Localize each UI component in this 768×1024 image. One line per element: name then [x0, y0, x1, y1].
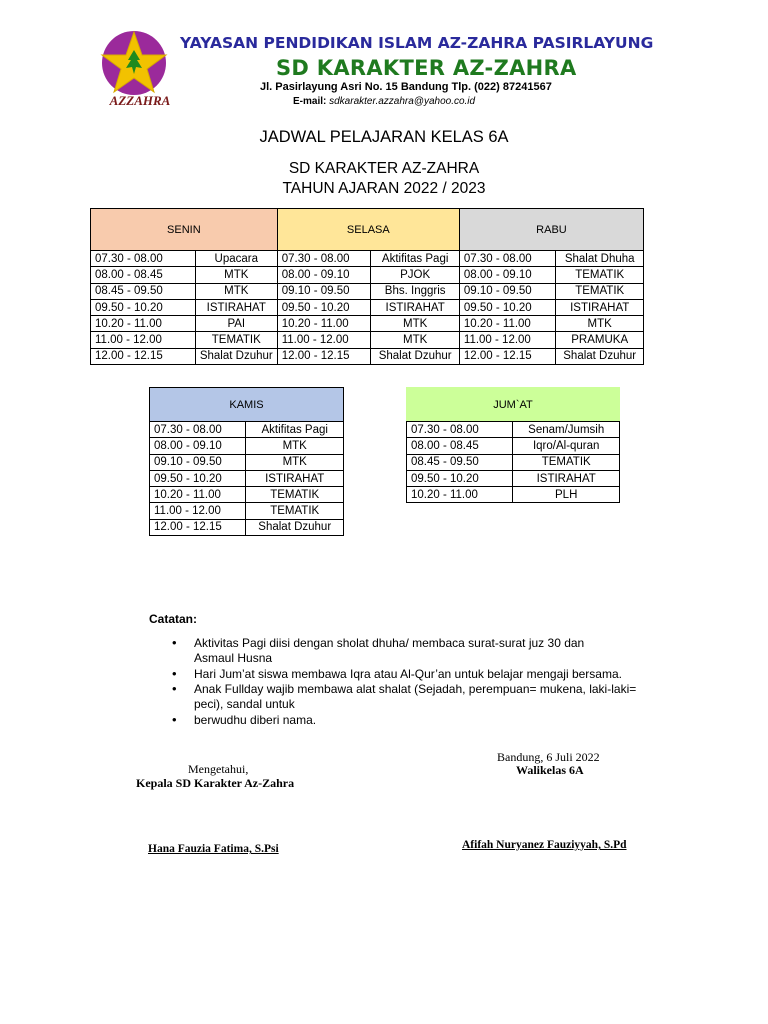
jumat-subject: Iqro/Al-quran [513, 438, 620, 454]
header-jumat: JUM`AT [407, 388, 620, 422]
jumat-subject: Senam/Jumsih [513, 422, 620, 438]
senin-time: 10.20 - 11.00 [91, 316, 196, 332]
kamis-time: 11.00 - 12.00 [150, 503, 246, 519]
school-email [293, 96, 475, 107]
senin-time: 08.45 - 09.50 [91, 283, 196, 299]
selasa-subject: Aktifitas Pagi [371, 251, 459, 267]
kamis-time: 09.10 - 09.50 [150, 454, 246, 470]
rabu-time: 08.00 - 09.10 [459, 267, 555, 283]
senin-subject: MTK [195, 267, 277, 283]
kamis-subject: ISTIRAHAT [246, 470, 344, 486]
rabu-subject: MTK [556, 316, 644, 332]
rabu-time: 12.00 - 12.15 [459, 348, 555, 364]
rabu-time: 10.20 - 11.00 [459, 316, 555, 332]
email-address[interactable]: sdkarakter.azzahra@yahoo.co.id [329, 96, 476, 107]
table-row [407, 454, 620, 470]
kamis-time: 09.50 - 10.20 [150, 470, 246, 486]
list-item: • Aktivitas Pagi diisi dengan sholat dhuha/ membaca surat-surat juz 30 dan Asmaul Husna [172, 636, 612, 666]
senin-subject: MTK [195, 283, 277, 299]
signature-place-date: Bandung, 6 Juli 2022 [497, 750, 600, 764]
selasa-subject: MTK [371, 332, 459, 348]
kamis-subject: MTK [246, 454, 344, 470]
table-row [91, 316, 644, 332]
table-row [407, 438, 620, 454]
table-row [91, 299, 644, 315]
rabu-time: 09.10 - 09.50 [459, 283, 555, 299]
list-item: • Anak Fullday wajib membawa alat shalat (Sejadah, perempuan= mukena, laki-laki= peci), sandal untuk [172, 682, 662, 712]
notes-label: Catatan: [149, 612, 198, 626]
selasa-time: 12.00 - 12.15 [277, 348, 371, 364]
jumat-time: 07.30 - 08.00 [407, 422, 513, 438]
signature-role-right: Walikelas 6A [516, 763, 584, 777]
table-row [150, 422, 344, 438]
school-address: Jl. Pasirlayung Asri No. 15 Bandung Tlp. (022) 87241567 [260, 81, 552, 93]
selasa-time: 09.10 - 09.50 [277, 283, 371, 299]
header-kamis: KAMIS [150, 388, 344, 422]
table-row [150, 503, 344, 519]
table-row [150, 470, 344, 486]
kamis-subject: MTK [246, 438, 344, 454]
rabu-time: 07.30 - 08.00 [459, 251, 555, 267]
senin-time: 07.30 - 08.00 [91, 251, 196, 267]
jumat-subject: TEMATIK [513, 454, 620, 470]
senin-subject: Shalat Dzuhur [195, 348, 277, 364]
school-logo [96, 30, 184, 108]
senin-subject: TEMATIK [195, 332, 277, 348]
table-row [150, 487, 344, 503]
senin-subject: Upacara [195, 251, 277, 267]
senin-time: 11.00 - 12.00 [91, 332, 196, 348]
senin-subject: PAI [195, 316, 277, 332]
table-row [407, 487, 620, 503]
document-school: SD KARAKTER AZ-ZAHRA [288, 160, 480, 177]
jumat-time: 10.20 - 11.00 [407, 487, 513, 503]
jumat-time: 09.50 - 10.20 [407, 470, 513, 486]
kamis-time: 08.00 - 09.10 [150, 438, 246, 454]
selasa-subject: PJOK [371, 267, 459, 283]
table-row [150, 519, 344, 535]
table-row [407, 470, 620, 486]
rabu-subject: TEMATIK [556, 283, 644, 299]
selasa-subject: Bhs. Inggris [371, 283, 459, 299]
document-year: TAHUN AJARAN 2022 / 2023 [282, 180, 486, 197]
selasa-subject: MTK [371, 316, 459, 332]
kamis-subject: Aktifitas Pagi [246, 422, 344, 438]
list-item: • berwudhu diberi nama. [172, 713, 672, 728]
rabu-time: 09.50 - 10.20 [459, 299, 555, 315]
selasa-subject: ISTIRAHAT [371, 299, 459, 315]
header-senin: SENIN [91, 209, 278, 251]
selasa-time: 10.20 - 11.00 [277, 316, 371, 332]
jumat-time: 08.45 - 09.50 [407, 454, 513, 470]
signature-role-left: Kepala SD Karakter Az-Zahra [136, 776, 295, 790]
jumat-subject: ISTIRAHAT [513, 470, 620, 486]
school-name: SD KARAKTER AZ-ZAHRA [276, 56, 577, 80]
senin-time: 09.50 - 10.20 [91, 299, 196, 315]
list-item: • Hari Jum’at siswa membawa Iqra atau Al-Qur’an untuk belajar mengaji bersama. [172, 667, 672, 682]
table-row [150, 438, 344, 454]
jumat-subject: PLH [513, 487, 620, 503]
table-row [91, 348, 644, 364]
schedule-table-jumat [406, 387, 620, 503]
rabu-subject: ISTIRAHAT [556, 299, 644, 315]
kamis-subject: TEMATIK [246, 503, 344, 519]
selasa-time: 07.30 - 08.00 [277, 251, 371, 267]
rabu-subject: Shalat Dhuha [556, 251, 644, 267]
kamis-subject: Shalat Dzuhur [246, 519, 344, 535]
header-selasa: SELASA [277, 209, 459, 251]
email-label: E-mail: [293, 96, 327, 107]
kamis-time: 10.20 - 11.00 [150, 487, 246, 503]
header-rabu: RABU [459, 209, 643, 251]
kamis-time: 12.00 - 12.15 [150, 519, 246, 535]
jumat-time: 08.00 - 08.45 [407, 438, 513, 454]
signature-prefix-left: Mengetahui, [188, 762, 249, 776]
rabu-time: 11.00 - 12.00 [459, 332, 555, 348]
senin-subject: ISTIRAHAT [195, 299, 277, 315]
rabu-subject: PRAMUKA [556, 332, 644, 348]
rabu-subject: TEMATIK [556, 267, 644, 283]
kamis-subject: TEMATIK [246, 487, 344, 503]
senin-time: 08.00 - 08.45 [91, 267, 196, 283]
selasa-subject: Shalat Dzuhur [371, 348, 459, 364]
table-row [91, 251, 644, 267]
organization-name: YAYASAN PENDIDIKAN ISLAM AZ-ZAHRA PASIRLAYUNG [180, 34, 654, 52]
table-row [91, 332, 644, 348]
rabu-subject: Shalat Dzuhur [556, 348, 644, 364]
notes-list [172, 636, 672, 729]
document-title: JADWAL PELAJARAN KELAS 6A [259, 128, 509, 146]
table-row [150, 454, 344, 470]
schedule-table-main [90, 208, 644, 365]
schedule-table-kamis [149, 387, 344, 536]
selasa-time: 11.00 - 12.00 [277, 332, 371, 348]
selasa-time: 09.50 - 10.20 [277, 299, 371, 315]
kamis-time: 07.30 - 08.00 [150, 422, 246, 438]
signature-name-left: Hana Fauzia Fatima, S.Psi [148, 843, 279, 855]
table-row [91, 267, 644, 283]
selasa-time: 08.00 - 09.10 [277, 267, 371, 283]
table-row [407, 422, 620, 438]
signature-name-right: Afifah Nuryanez Fauziyyah, S.Pd [462, 839, 627, 851]
senin-time: 12.00 - 12.15 [91, 348, 196, 364]
table-row [91, 283, 644, 299]
logo-text: AZZAHRA [109, 93, 171, 108]
